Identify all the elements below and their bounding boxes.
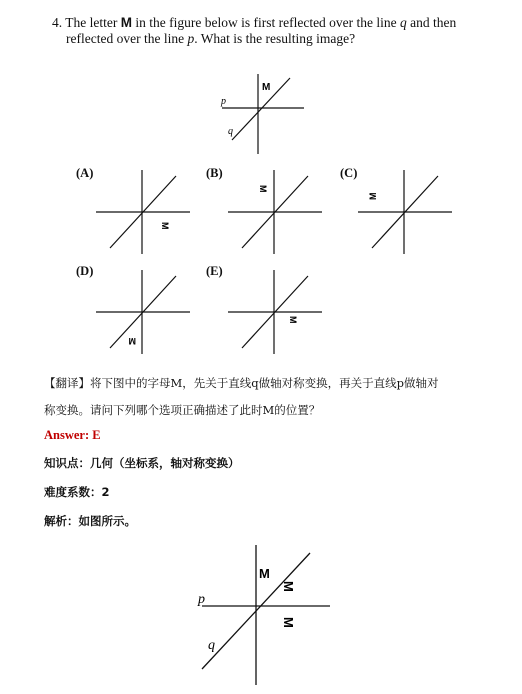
option-b-figure[interactable] bbox=[228, 170, 322, 254]
letter-m-mark: M bbox=[160, 222, 170, 230]
option-e-label: (E) bbox=[206, 264, 223, 278]
knowledge-point: 知识点：几何（坐标系，轴对称变换） bbox=[44, 456, 240, 470]
letter-m-original: M bbox=[259, 566, 270, 581]
option-d-label: (D) bbox=[76, 264, 94, 278]
letter-m: M bbox=[120, 15, 132, 30]
option-a-figure[interactable] bbox=[96, 170, 190, 254]
option-e-figure[interactable] bbox=[228, 270, 322, 354]
option-d-figure[interactable] bbox=[96, 270, 190, 354]
letter-m-after-p: M bbox=[281, 617, 296, 628]
question-number: 4. bbox=[52, 15, 63, 30]
original-figure bbox=[210, 74, 310, 154]
label-p: p bbox=[198, 592, 205, 607]
option-c-label: (C) bbox=[340, 166, 358, 180]
letter-m-mark: M bbox=[262, 82, 271, 93]
option-a-label: (A) bbox=[76, 166, 94, 180]
difficulty: 难度系数：2 bbox=[44, 485, 110, 499]
label-q: q bbox=[228, 126, 233, 137]
letter-m-mark: M bbox=[128, 336, 136, 346]
letter-m-after-q: M bbox=[281, 581, 296, 592]
letter-m-mark: M bbox=[258, 185, 268, 193]
line-q bbox=[232, 78, 290, 140]
solution-figure bbox=[186, 545, 336, 685]
answer: Answer: E bbox=[44, 428, 101, 442]
analysis: 解析：如图所示。 bbox=[44, 514, 136, 528]
label-p: p bbox=[221, 96, 226, 107]
option-c-figure[interactable] bbox=[358, 170, 452, 254]
question-line-2: reflected over the line p. What is the resulting image? bbox=[66, 31, 356, 46]
letter-m-mark: M bbox=[368, 192, 378, 200]
label-q: q bbox=[208, 638, 215, 653]
question-line-1: 4. The letter M in the figure below is first reflected over the line q and then bbox=[52, 15, 457, 30]
option-b-label: (B) bbox=[206, 166, 223, 180]
translation-line-1: 【翻译】将下图中的字母M，先关于直线q做轴对称变换，再关于直线p做轴对 bbox=[44, 376, 439, 390]
translation-line-2: 称变换。请问下列哪个选项正确描述了此时M的位置？ bbox=[44, 403, 321, 417]
letter-m-mark: M bbox=[288, 316, 298, 324]
